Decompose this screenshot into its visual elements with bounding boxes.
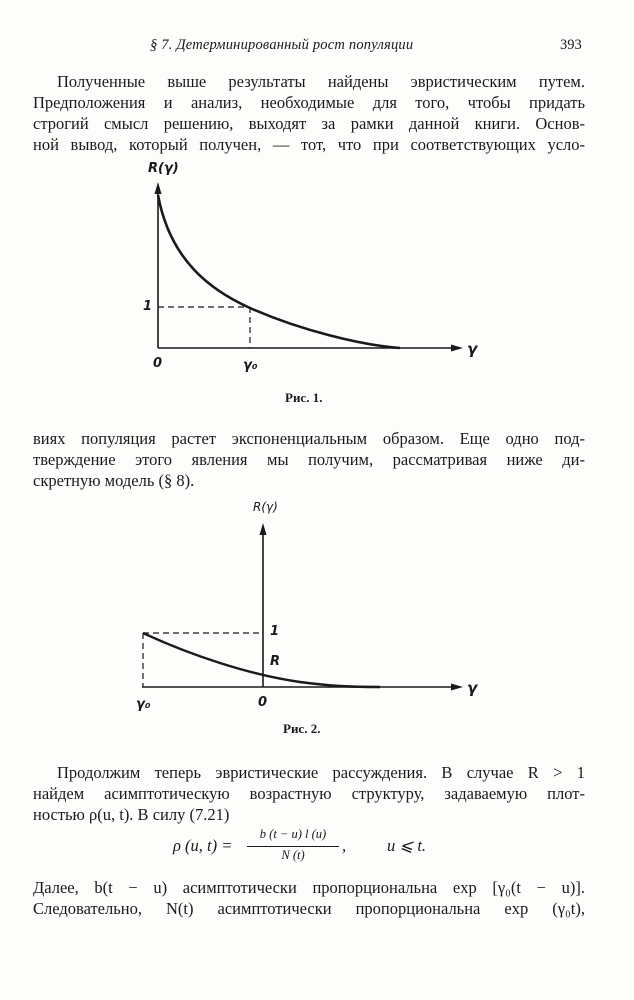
paragraph-line: найдем асимптотическую возрастную структуру, задаваемую плот- <box>33 784 585 803</box>
fig2-caption: Рис. 2. <box>283 721 321 736</box>
formula-denominator: N (t) <box>281 848 305 862</box>
fig1-origin-label: 0 <box>153 356 163 371</box>
fig1-x-label: γ <box>467 340 478 358</box>
paragraph-line: ной вывод, который получен, — тот, что при соответствующих усло- <box>33 135 585 154</box>
fig2-y-label: R(γ) <box>253 500 278 514</box>
fig2-curve <box>143 633 380 687</box>
formula-comma: , <box>342 836 347 855</box>
running-header-title: § 7. Детерминированный рост популяции <box>150 37 414 53</box>
fig2-x-label: γ <box>467 679 478 697</box>
paragraph-line: строгий смысл решению, выходят за рамки данной книги. Основ- <box>33 114 585 133</box>
paragraph-line: Следовательно, N(t) асимптотически пропорциональна exp (γ₀t), <box>33 899 585 918</box>
paragraph-line: Далее, b(t − u) асимптотически пропорциональна exp [γ₀(t − u)]. <box>33 878 585 897</box>
fig1-caption: Рис. 1. <box>285 390 323 405</box>
formula-numerator: b (t − u) l (u) <box>259 827 327 841</box>
fig2-origin-label: 0 <box>258 695 268 710</box>
formula-lhs: ρ (u, t) = <box>173 836 233 855</box>
fig1-gamma0-label: γ₀ <box>243 358 258 373</box>
page-number: 393 <box>560 37 582 53</box>
fig2-y-arrow-icon <box>260 523 267 535</box>
paragraph-line: ностью ρ(u, t). В силу (7.21) <box>33 805 230 824</box>
paragraph-line: скретную модель (§ 8). <box>33 471 195 490</box>
formula-fraction-bar <box>247 846 339 847</box>
fig2-x-arrow-icon <box>451 684 463 691</box>
fig1-level-label: 1 <box>143 299 153 314</box>
fig2-gamma0-label: γ₀ <box>136 697 151 712</box>
formula-condition: u ⩽ t. <box>387 836 427 855</box>
fig1-y-label: R(γ) <box>148 161 179 176</box>
paragraph-line: тверждение этого явления мы получим, рассматривая ниже ди- <box>33 450 585 469</box>
fig2-level-label: 1 <box>270 624 280 639</box>
paragraph-line: Полученные выше результаты найдены эвристическим путем. <box>57 72 585 91</box>
fig2-r-label: R <box>270 654 281 669</box>
paragraph-line: Предположения и анализ, необходимые для того, чтобы придать <box>33 93 585 112</box>
paragraph-line: Продолжим теперь эвристические рассуждения. В случае R > 1 <box>57 763 585 782</box>
paragraph-line: виях популяция растет экспоненциальным образом. Еще одно под- <box>33 429 585 448</box>
